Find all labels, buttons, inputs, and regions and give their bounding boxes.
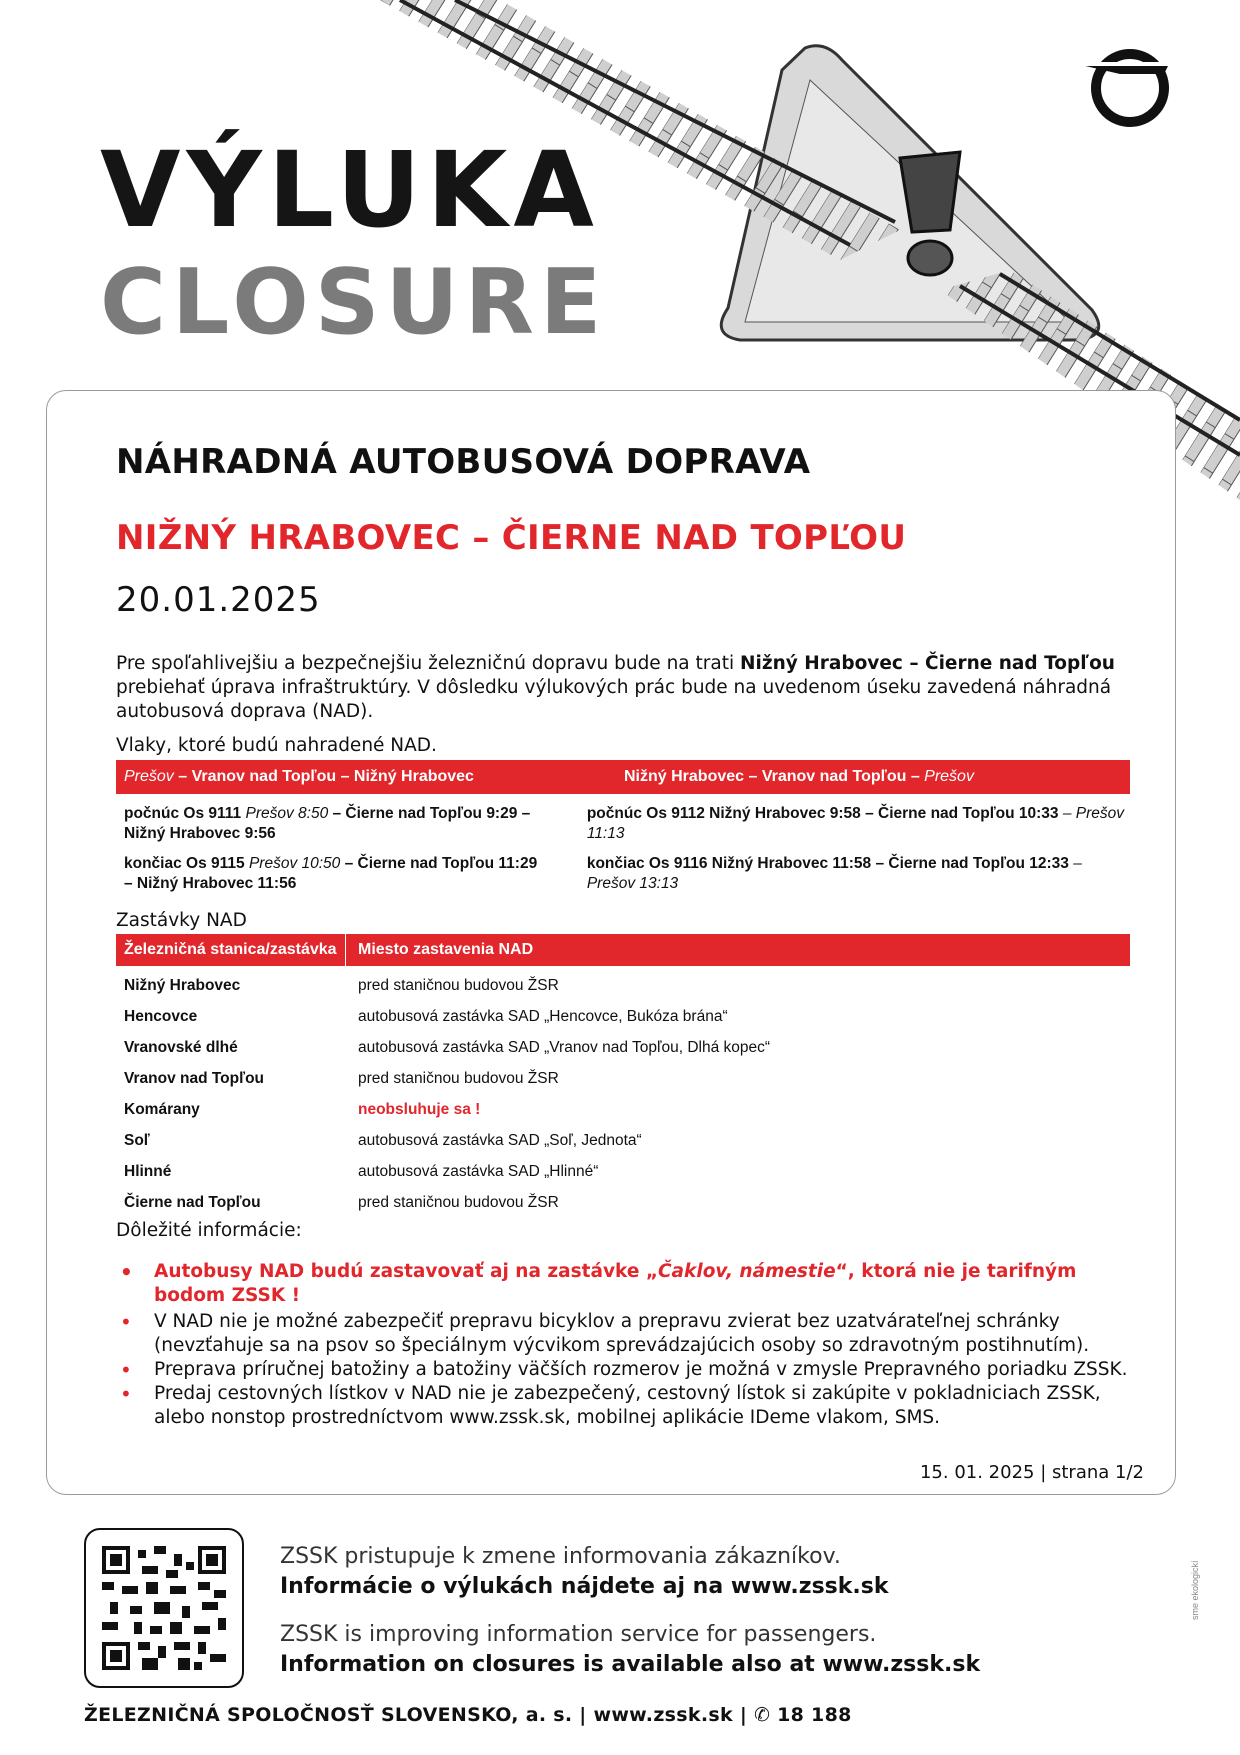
head-left-origin: Prešov <box>124 768 174 785</box>
trains-col-right <box>579 804 1130 904</box>
train-entry-route: – Čierne nad Topľou 11:29 – Nižný Hrabovec 11:56 <box>124 855 538 892</box>
company-footer: ŽELEZNIČNÁ SPOLOČNOSŤ SLOVENSKO, a. s. | www.zssk.sk | ✆ 18 188 <box>84 1704 852 1726</box>
table-row <box>116 1032 1130 1063</box>
zssk-logo <box>1060 40 1200 130</box>
stop-place-not-served: neobsluhuje sa ! <box>358 1100 481 1118</box>
stop-place: pred staničnou budovou ŽSR <box>358 976 559 994</box>
table-row <box>116 1125 1130 1156</box>
head-right-route: Nižný Hrabovec – Vranov nad Topľou – <box>624 768 925 785</box>
intro-paragraph <box>116 652 1126 724</box>
stops-table-body <box>116 966 1130 1218</box>
train-entry <box>587 854 1130 894</box>
table-row <box>116 1094 1130 1125</box>
qr-code-icon <box>102 1546 226 1670</box>
footer-line-en-2: Information on closures is available also at www.zssk.sk <box>280 1652 981 1677</box>
list-item: • V NAD nie je možné zabezpečiť prepravu bicyklov a prepravu zvierat bez uzatvárateľnej schránky (nevzťahuje sa na psov so špeciálnym výcvikom sprevádzajúcich osoby so zdravotným postihnutím). <box>116 1310 1136 1358</box>
stops-table <box>116 934 1130 1218</box>
title-closure: CLOSURE <box>100 250 608 355</box>
table-row <box>116 970 1130 1001</box>
table-row <box>116 1156 1130 1187</box>
stop-place: autobusová zastávka SAD „Hlinné“ <box>358 1162 599 1180</box>
stops-col-place: Miesto zastavenia NAD <box>358 941 534 958</box>
stop-station: Hlinné <box>124 1162 172 1180</box>
stop-station: Soľ <box>124 1131 150 1149</box>
trains-table-header <box>116 760 1130 794</box>
trains-table <box>116 760 1130 904</box>
qr-code[interactable] <box>84 1528 244 1688</box>
stops-table-header <box>116 934 1130 966</box>
stop-station: Vranov nad Topľou <box>124 1069 265 1087</box>
head-left-route: – Vranov nad Topľou – Nižný Hrabovec <box>173 768 474 785</box>
table-row <box>116 1187 1130 1218</box>
route-heading: NIŽNÝ HRABOVEC – ČIERNE NAD TOPĽOU <box>116 518 907 558</box>
head-right-dest: Prešov <box>924 768 974 785</box>
trains-table-body <box>116 794 1130 904</box>
list-item <box>116 1260 1136 1308</box>
train-entry-num: končiac Os 9115 <box>124 855 249 872</box>
list-item: • Predaj cestovných lístkov v NAD nie je zabezpečený, cestovný lístok si zakúpite v pokladniciach ZSSK, alebo nonstop prostredníctvom www.zssk.sk, mobilnej aplikácie IDeme vlakom, SMS. <box>116 1382 1136 1430</box>
train-entry <box>124 804 549 844</box>
stop-place: autobusová zastávka SAD „Hencovce, Bukóza brána“ <box>358 1007 728 1025</box>
train-entry-origin: Prešov 8:50 <box>245 805 329 822</box>
title-vyluka: VÝLUKA <box>100 129 600 251</box>
stop-station: Hencovce <box>124 1007 198 1025</box>
stops-label: Zastávky NAD <box>116 910 247 931</box>
train-entry-dest: – Prešov 13:13 <box>586 855 1082 892</box>
main-heading: NÁHRADNÁ AUTOBUSOVÁ DOPRAVA <box>116 442 811 482</box>
train-entry <box>587 804 1130 844</box>
trains-label: Vlaky, ktoré budú nahradené NAD. <box>116 735 437 756</box>
stops-col-station: Železničná stanica/zastávka <box>116 934 346 966</box>
footer-line-sk-1: ZSSK pristupuje k zmene informovania zákazníkov. <box>280 1544 841 1569</box>
list-item: • Preprava príručnej batožiny a batožiny väčších rozmerov je možná v zmysle Prepravného poriadku ZSSK. <box>116 1358 1136 1382</box>
info-stop-name: Čaklov, námestie <box>657 1261 836 1282</box>
stop-place: pred staničnou budovou ŽSR <box>358 1069 559 1087</box>
train-entry-route: končiac Os 9116 Nižný Hrabovec 11:58 – Čierne nad Topľou 12:33 <box>586 855 1069 872</box>
page-stamp: 15. 01. 2025 | strana 1/2 <box>919 1462 1144 1483</box>
info-list <box>116 1260 1136 1430</box>
closure-date: 20.01.2025 <box>116 580 321 620</box>
trains-head-left <box>116 768 616 786</box>
stop-place: pred staničnou budovou ŽSR <box>358 1193 559 1211</box>
train-entry-origin: Prešov 10:50 <box>248 855 341 872</box>
train-entry-route: počnúc Os 9112 Nižný Hrabovec 9:58 – Čierne nad Topľou 10:33 <box>586 805 1059 822</box>
intro-text-1: Pre spoľahlivejšiu a bezpečnejšiu železničnú dopravu bude na trati <box>116 653 740 674</box>
info-text: Autobusy NAD budú zastavovať aj na zastávke „ <box>154 1261 658 1282</box>
table-row <box>116 1063 1130 1094</box>
info-text: “, ktorá nie je tarifným bodom ZSSK ! <box>154 1261 1077 1306</box>
train-entry-num: počnúc Os 9111 <box>124 805 246 822</box>
intro-route: Nižný Hrabovec – Čierne nad Topľou <box>740 653 1115 674</box>
stop-station: Čierne nad Topľou <box>124 1193 261 1211</box>
train-entry <box>124 854 549 894</box>
info-label: Dôležité informácie: <box>116 1220 302 1241</box>
stop-station: Komárany <box>124 1100 200 1118</box>
stop-place: autobusová zastávka SAD „Soľ, Jednota“ <box>358 1131 642 1149</box>
eco-label: sme ekologickí <box>1190 1560 1200 1620</box>
stop-place: autobusová zastávka SAD „Vranov nad Topľou, Dlhá kopec“ <box>358 1038 771 1056</box>
stop-station: Nižný Hrabovec <box>124 976 241 994</box>
table-row <box>116 1001 1130 1032</box>
footer-line-en-1: ZSSK is improving information service for passengers. <box>280 1622 877 1647</box>
footer-line-sk-2: Informácie o výlukách nájdete aj na www.zssk.sk <box>280 1574 889 1599</box>
train-entry-route: – Čierne nad Topľou 9:29 – Nižný Hrabovec 9:56 <box>124 805 531 842</box>
trains-head-right <box>616 768 974 786</box>
intro-text-2: prebiehať úprava infraštruktúry. V dôsledku výlukových prác bude na uvedenom úseku zavedená náhradná autobusová doprava (NAD). <box>116 677 1112 722</box>
stop-station: Vranovské dlhé <box>124 1038 238 1056</box>
trains-col-left <box>116 804 579 904</box>
train-entry-dest: – Prešov 11:13 <box>586 805 1125 842</box>
